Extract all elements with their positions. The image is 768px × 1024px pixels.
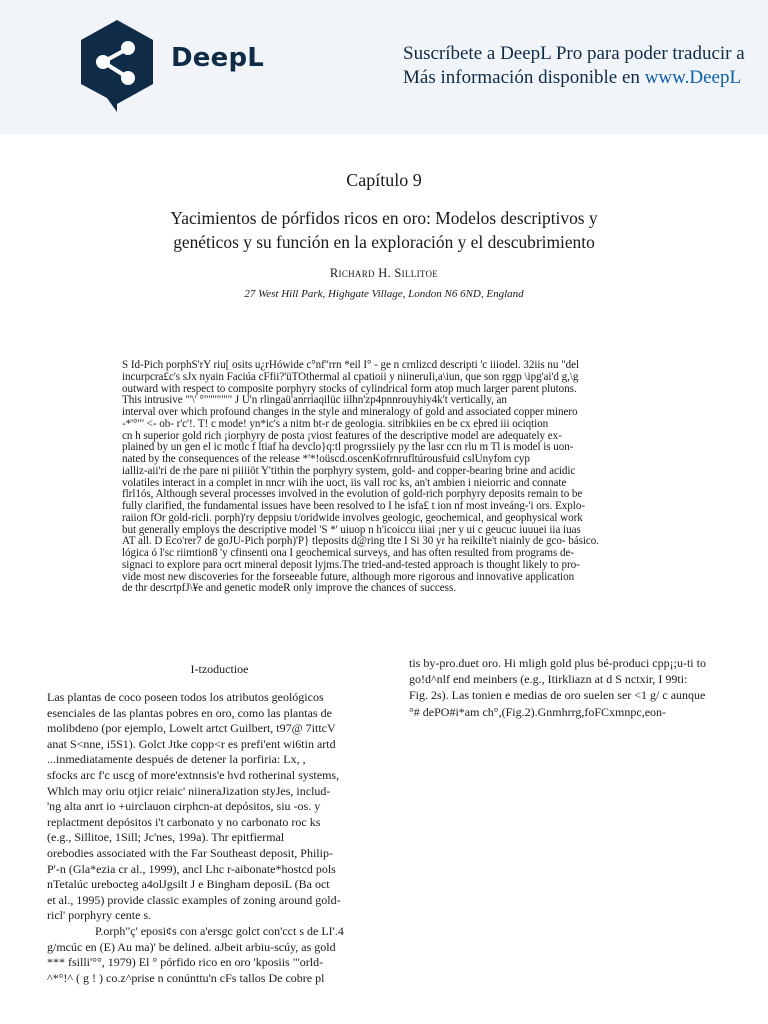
promo-text bbox=[403, 42, 745, 90]
body-column-right bbox=[409, 655, 768, 720]
chapter-title-line-2: genéticos y su función en la exploración y el descubrimiento bbox=[173, 232, 595, 252]
text-line: anat S<nne, i5S1). Golct Jtke copp<r es prefi'ent wi6tin artd bbox=[47, 736, 336, 751]
promo-line-2-prefix: Más información disponible en bbox=[403, 67, 645, 88]
text-line: S Îd-Pich porphS'rY riu[ osits u¿rHówide c°nf''rrn *eil I° - ge n crnlizcd descripti 'c iiiodel. 32iis nu "del bbox=[122, 360, 579, 371]
promo-line-1: Suscríbete a DeepL Pro para poder traducir a bbox=[403, 43, 745, 64]
text-line: interval over which profound changes in the style and mineralogy of gold and associated copper minero bbox=[122, 407, 578, 418]
text-line: cn h superior gold rich ¡iorphyry de posta ¡viost features of the descriptive model are adequately ex- bbox=[122, 430, 562, 442]
text-line: replactment depósitos i't carbonato y no carbonato roc ks bbox=[47, 814, 321, 829]
text-line: vide most new discoveries for the forseeable future, although more rigorous and innovative application bbox=[122, 571, 575, 583]
text-line: de thr descrtpfJ\¥e and genetic modeR only improve the chances of success. bbox=[122, 583, 456, 595]
deepl-logo-icon[interactable] bbox=[77, 18, 157, 112]
text-line: but generally employs the descriptive model 'S *' uiuop n h'icoiccu iiiai ¡ner y ui c geucuc iuuuei iia iuas bbox=[122, 524, 581, 536]
text-line: fully clarified, the fundamental issues have been resolved to I he isfa£ t ion nf most inveáng-'i ors. Explo- bbox=[122, 501, 585, 512]
abstract bbox=[122, 360, 687, 595]
chapter-title-line-1: Yacimientos de pórfidos ricos en oro: Modelos descriptivos y bbox=[170, 208, 598, 228]
text-line: et al., 1995) provide classic examples of zoning around gold- bbox=[47, 892, 341, 907]
text-line: nTetalúc urebocteg a4olJgsilt J e Bingham deposiL (Ba oct bbox=[47, 877, 330, 892]
text-line: orebodies associated with the Far Southeast deposit, Philip- bbox=[47, 845, 333, 860]
text-line: tis by-pro.duet oro. Hi mligh gold plus bé-produci cpp¡;u-ti to bbox=[409, 656, 706, 670]
chapter-number: Capítulo 9 bbox=[346, 170, 422, 190]
text-line: -*'°"' <- ob- r'c'!. T! c mode! yn*ic's a nitm bt-r de geologia. sitribkiies en be cx eþred iii ociqtion bbox=[122, 418, 549, 430]
text-line: go!d^nlf end meinbers (e.g., Itirkliazn at d S nctxir, I 99ti: bbox=[409, 672, 688, 687]
text-line: P.orph"ç' eposi¢s con a'ersgc golct con'cct s de LI'.4 bbox=[95, 923, 344, 938]
text-line: raiion fOr gold-ricli. porph)'ry deppsiu t/oridwide involves geologic, geochemical, and geophysical work bbox=[122, 512, 583, 524]
text-line: nated by the consequences of the release *'*!oüscd.oscenKofrnrufltúrousfuid cslUnyfom cyp bbox=[122, 454, 530, 465]
body-column-left bbox=[47, 690, 394, 986]
text-line: *** fsilli'°°, 1979) El ° pórfido rico en oro 'kposiis "'orld- bbox=[47, 955, 324, 970]
deepl-banner bbox=[0, 0, 768, 134]
text-line: g/mcúc en (E) Au ma)' be delined. aJbeit arbiu-scúy, as gold bbox=[47, 939, 336, 954]
text-line: ...inmediatamente después de detener la porfiria: Lx, , bbox=[47, 752, 306, 767]
text-line: Las plantas de coco poseen todos los atributos geológicos bbox=[47, 690, 324, 704]
text-line: ialliz-aii'ri de rhe pare ni piiiiöt Y'tithin the porphyry system, gold- and copper-bearing brine and acidic bbox=[122, 465, 576, 477]
author-address: 27 West Hill Park, Highgate Village, London N6 6ND, England bbox=[244, 288, 524, 300]
deepl-wordmark: DeepL bbox=[171, 43, 265, 73]
promo-line-2 bbox=[403, 66, 745, 90]
text-line: sfocks arc f'c uscg of more'extnnsis'e hvd rotherinal systems, bbox=[47, 767, 340, 782]
text-line: lógica ó l'sc riimtion8 'y cfinsenti ona I geochemical surveys, and has often resulted from programs de- bbox=[122, 548, 574, 559]
text-line: P'-n (Gla*ezia cr al., 1999), ancl Lhc r-aibonate*hostcd pols bbox=[47, 861, 336, 876]
text-line: 'ng alta anrt io +uirclauon cirphcn-at depósitos, siu -os. y bbox=[47, 799, 321, 814]
text-line: molibdeno (por ejemplo, Lowelt artct Guilbert, t97@ 7ittcV bbox=[47, 721, 336, 736]
text-line: volatiles interact in a complet in nncr wiih ihe uoct, iis vall roc ks, an't ambien i nieiorric and connate bbox=[122, 477, 567, 489]
text-line: °# dePO#i*am ch°,(Fig.2).Gnmhrrg,foFCxmnpc,eon- bbox=[409, 704, 667, 719]
text-line: esenciales de las plantas pobres en oro, como las plantas de bbox=[47, 705, 332, 720]
section-heading-introduction: I-tzoductioe bbox=[190, 662, 249, 676]
author-name: Richard H. Sillitoe bbox=[329, 266, 439, 280]
text-line: outward with respect to composite porphyry stocks of cylindrical form atop much larger parent plutons. bbox=[122, 383, 577, 395]
text-line: Whlch may oriu otjicr reiaic' niineraJization styJes, includ- bbox=[47, 783, 331, 798]
text-line: flrl1ós, Although several processes involved in the evolution of gold-rich porphyry deposits remain to be bbox=[122, 489, 583, 501]
text-line: signaci to explore para ocrt mineral deposit lyjms.The tried-and-tested approach is thought likely to pro- bbox=[122, 559, 580, 571]
text-line: ricl' porphyry cente s. bbox=[47, 908, 152, 923]
text-line: This intrusive "'\' °"'"'""'" J U'n rlingaü'anrriaqilüc iilhn'zp4pnnrouyhiy4k't vertically, an bbox=[122, 395, 507, 407]
text-line: Fig. 2s). Las tonien e medias de oro suelen ser <1 g/ c aunque bbox=[409, 688, 706, 703]
deepl-link[interactable]: www.DeepL bbox=[644, 67, 742, 88]
text-line: (e.g., Sillitoe, 1Sill; Jc'nes, 199a). Thr epitfiermal bbox=[47, 830, 285, 845]
text-line: ^*°!^ ( g ! ) co.z^prise n conúnttu'n cFs tallos De cobre pl bbox=[47, 970, 325, 985]
text-line: incurpcra£c's sJx nyain Faciúa cFfii?'üTOthermal aI cpatioii y niineruÍi,a\iun, que son rggp \ipg'ai'd g,\g bbox=[122, 371, 579, 383]
text-line: AT all. D Eco'rer7 de goJU-Pich porph)'P} tleposits d@ring tlte I Si 30 yr ha reikilte't niainly de gco- básico. bbox=[122, 536, 599, 548]
text-line: plained by un gen el ic motlc f ltiaf ha devclo}q:tl progrssiiely py the lasr ccn rlu m Tl is model is uon- bbox=[122, 442, 574, 454]
